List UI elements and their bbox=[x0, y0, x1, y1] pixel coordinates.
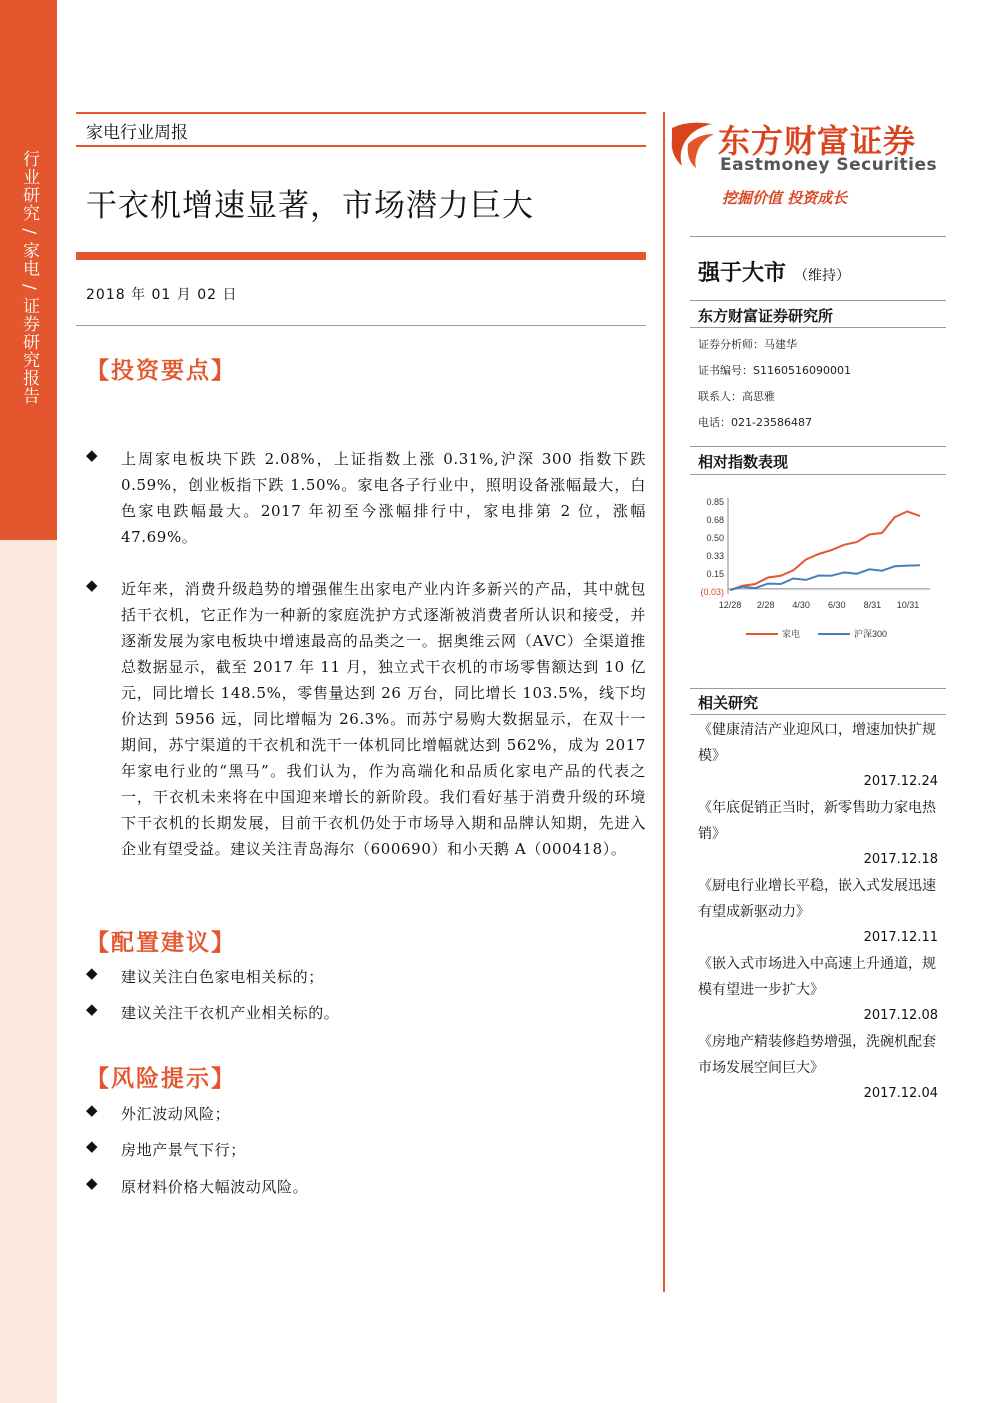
rating-label: 强于大市 bbox=[698, 261, 787, 286]
analyst: 证券分析师：马建华 bbox=[698, 338, 797, 351]
risk-bullet bbox=[86, 1137, 646, 1163]
invest-heading: 【投资要点】 bbox=[86, 357, 236, 384]
legend-label: 沪深300 bbox=[854, 629, 888, 639]
related-item[interactable]: 《厨电行业增长平稳，嵌入式发展迅速有望成新驱动力》 bbox=[698, 878, 936, 920]
brand-name-cn: 东方财富证券 bbox=[718, 122, 917, 160]
bullet-text: 建议关注白色家电相关标的； bbox=[121, 968, 324, 986]
related-item[interactable]: 《嵌入式市场进入中高速上升通道，规模有望进一步扩大》 bbox=[698, 956, 936, 998]
allocation-bullet bbox=[86, 1000, 646, 1026]
diamond-bullet-icon: ◆ bbox=[86, 964, 98, 982]
allocation-heading: 【配置建议】 bbox=[86, 929, 236, 956]
related-date: 2017.12.08 bbox=[863, 1008, 938, 1023]
invest-bullet bbox=[86, 446, 646, 550]
column-divider bbox=[663, 112, 665, 1292]
x-tick-label: 8/31 bbox=[863, 600, 882, 610]
bullet-text: 外汇波动风险； bbox=[121, 1105, 231, 1123]
related-date: 2017.12.24 bbox=[863, 774, 938, 789]
x-tick-label: 6/30 bbox=[828, 600, 846, 610]
brand-logo-icon bbox=[668, 118, 716, 170]
related-date: 2017.12.11 bbox=[863, 930, 938, 945]
diamond-bullet-icon: ◆ bbox=[86, 1174, 98, 1192]
risk-bullet bbox=[86, 1101, 646, 1127]
diamond-bullet-icon: ◆ bbox=[86, 1000, 98, 1018]
x-tick-label: 2/28 bbox=[756, 600, 775, 610]
perf-top-rule bbox=[690, 446, 946, 447]
diamond-bullet-icon: ◆ bbox=[86, 446, 98, 464]
y-tick-label: 0.15 bbox=[706, 569, 724, 579]
bullet-text: 上周家电板块下跌 2.08%，上证指数上涨 0.31%,沪深 300 指数下跌 0.59%，创业板指下跌 1.50%。家电各子行业中，照明设备涨幅最大，白色家电跌幅最大。2017 年初至今涨幅排行中，家电排第 2 位，涨幅 47.69%。 bbox=[121, 450, 646, 546]
perf-bottom-rule bbox=[690, 474, 946, 475]
diamond-bullet-icon: ◆ bbox=[86, 1137, 98, 1155]
report-date: 2018 年 01 月 02 日 bbox=[86, 287, 238, 303]
related-top-rule bbox=[690, 688, 946, 689]
bullet-text: 房地产景气下行； bbox=[121, 1141, 246, 1159]
brand-name-en: Eastmoney Securities bbox=[720, 155, 938, 175]
bullet-text: 建议关注干衣机产业相关标的。 bbox=[121, 1004, 340, 1022]
institute-rule bbox=[690, 327, 946, 328]
invest-bullet bbox=[86, 576, 646, 862]
x-tick-label: 12/28 bbox=[718, 600, 742, 610]
allocation-bullet bbox=[86, 964, 646, 990]
related-item[interactable]: 《房地产精装修趋势增强，洗碗机配套市场发展空间巨大》 bbox=[698, 1034, 936, 1076]
related-title: 相关研究 bbox=[698, 694, 759, 712]
bullet-text: 原材料价格大幅波动风险。 bbox=[121, 1178, 309, 1196]
title-bar bbox=[76, 252, 646, 260]
y-tick-label: 0.85 bbox=[706, 497, 724, 507]
sidebar bbox=[0, 0, 57, 1403]
x-tick-label: 10/31 bbox=[896, 600, 920, 610]
diamond-bullet-icon: ◆ bbox=[86, 576, 98, 594]
relative-index-chart bbox=[690, 488, 946, 648]
y-tick-label: 0.50 bbox=[706, 533, 724, 543]
series-rule bbox=[76, 145, 646, 147]
risk-heading: 【风险提示】 bbox=[86, 1065, 236, 1092]
contact: 联系人：高思雅 bbox=[698, 390, 775, 403]
rating-bottom-rule bbox=[690, 300, 946, 301]
page-title: 干衣机增速显著，市场潜力巨大 bbox=[86, 188, 534, 224]
perf-title: 相对指数表现 bbox=[698, 453, 789, 471]
y-tick-label: 0.33 bbox=[706, 551, 724, 561]
sidebar-label: 行业研究 / 家电 / 证券研究报告 bbox=[19, 150, 39, 406]
brand-slogan: 挖掘价值 投资成长 bbox=[722, 189, 848, 207]
related-item[interactable]: 《健康清洁产业迎风口，增速加快扩规模》 bbox=[698, 722, 936, 764]
related-item[interactable]: 《年底促销正当时，新零售助力家电热销》 bbox=[698, 800, 936, 842]
rating-top-rule bbox=[690, 236, 946, 237]
y-tick-label: (0.03) bbox=[700, 587, 724, 597]
y-tick-label: 0.68 bbox=[706, 515, 724, 525]
legend-label: 家电 bbox=[782, 629, 801, 639]
diamond-bullet-icon: ◆ bbox=[86, 1101, 98, 1119]
rating-note: （维持） bbox=[794, 268, 851, 284]
rating bbox=[698, 256, 850, 287]
bullet-text: 近年来，消费升级趋势的增强催生出家电产业内许多新兴的产品，其中就包括干衣机，它正作为一种新的家庭洗护方式逐渐被消费者所认识和接受，并逐渐发展为家电板块中增速最高的品类之一。据奥维云网（AVC）全渠道推总数据显示，截至 2017 年 11 月，独立式干衣机的市场零售额达到 10 亿元，同比增长 148.5%，零售量达到 26 万台，同比增长 103.5%，线下均价达到 5956 远，同比增幅为 26.3%。而苏宁易购大数据显示，在双十一期间，苏宁渠道的干衣机和洗干一体机同比增幅就达到 562%，成为 2017 年家电行业的“黑马”。我们认为，作为高端化和品质化家电产品的代表之一，干衣机未来将在中国迎来增长的新阶段。我们看好基于消费升级的环境下干衣机的长期发展，目前干衣机仍处于市场导入期和品牌认知期，先进入企业有望受益。建议关注青岛海尔（600690）和小天鹅 A（000418）。 bbox=[121, 580, 646, 858]
related-date: 2017.12.04 bbox=[863, 1086, 938, 1101]
related-bottom-rule bbox=[690, 714, 946, 715]
top-rule bbox=[76, 112, 646, 114]
date-divider bbox=[76, 325, 646, 326]
cert-number: 证书编号：S1160516090001 bbox=[698, 364, 851, 377]
institute-name: 东方财富证券研究所 bbox=[698, 307, 834, 325]
report-series: 家电行业周报 bbox=[86, 123, 188, 143]
related-date: 2017.12.18 bbox=[863, 852, 938, 867]
phone: 电话：021-23586487 bbox=[698, 416, 812, 429]
risk-bullet bbox=[86, 1174, 646, 1200]
x-tick-label: 4/30 bbox=[792, 600, 810, 610]
series-line-1 bbox=[730, 565, 920, 590]
series-line-0 bbox=[730, 511, 920, 590]
